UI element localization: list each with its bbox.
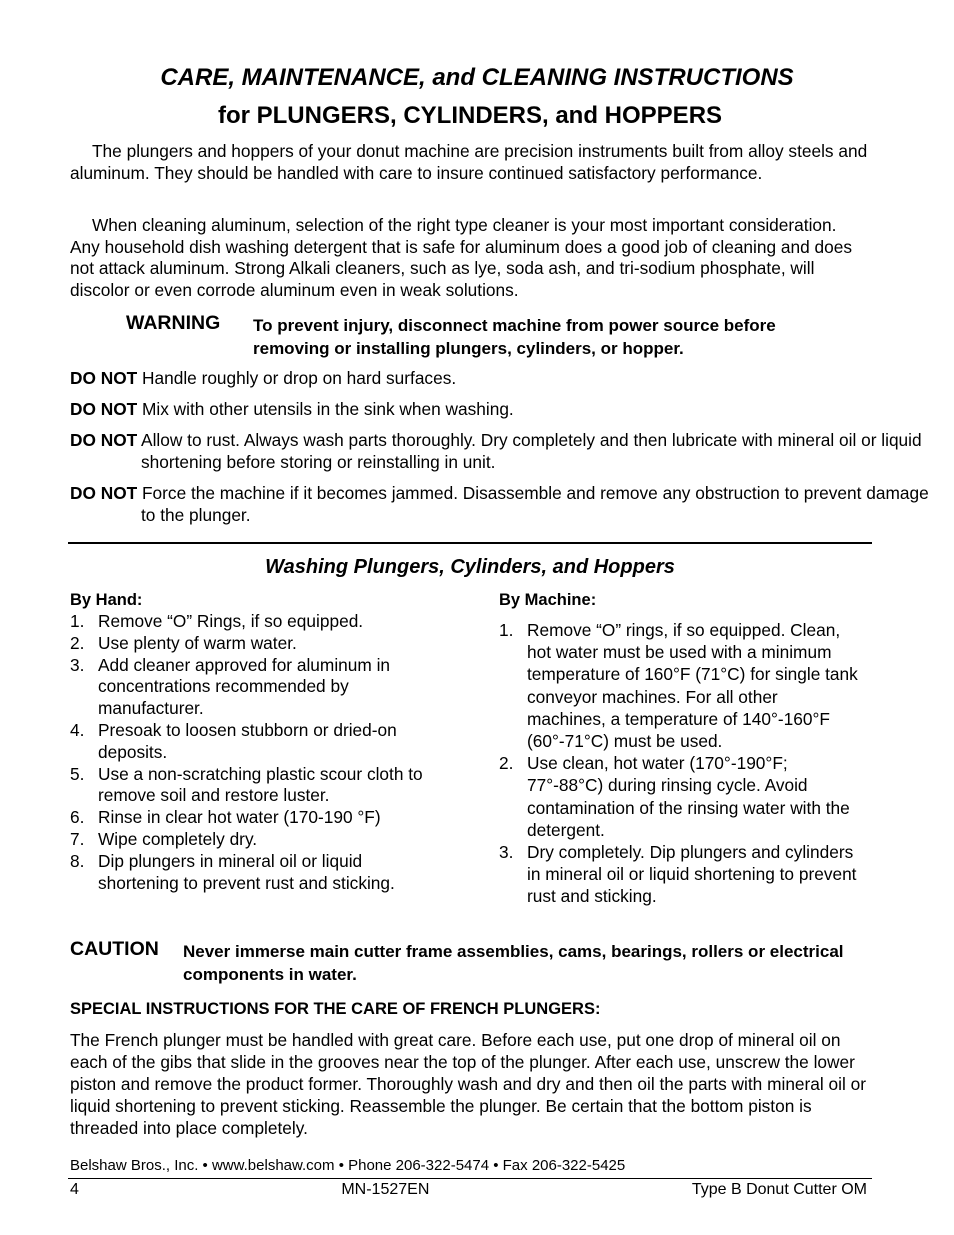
caution-text: Never immerse main cutter frame assemblies, cams, bearings, rollers or electrical components in water. (183, 942, 844, 984)
warning-text: To prevent injury, disconnect machine from power source before removing or installing plungers, cylinders, or hopper. (253, 316, 776, 358)
page-number: 4 (70, 1181, 79, 1198)
list-number: 4. (70, 719, 85, 740)
list-number: 6. (70, 807, 85, 828)
section-divider (68, 542, 872, 544)
doc-number: MN-1527EN (341, 1181, 430, 1198)
list-text: Dip plungers in mineral oil or liquid shortening to prevent rust and sticking. (98, 850, 395, 893)
list-number: 1. (70, 611, 85, 631)
list-item (499, 841, 861, 908)
list-number: 2. (499, 753, 514, 774)
intro-paragraph-2: When cleaning aluminum, selection of the right type cleaner is your most important consideration. Any household dish washing detergent that is safe for aluminum does a good job of cleaning and does not attack aluminum. Strong Alkali cleaners, such as lye, soda ash, and tri-sodium phosphate, will discolor or even corrode aluminum even in weak solutions. (70, 215, 853, 301)
list-number: 3. (499, 842, 514, 863)
by-hand-list (70, 611, 440, 894)
list-item (70, 851, 440, 895)
french-plunger-paragraph: The French plunger must be handled with great care. Before each use, put one drop of mineral oil on each of the gibs that slide in the grooves near the top of the plunger. After each use, unscrew the lower piston and remove the product former. Thoroughly wash and dry and then oil the parts with mineral oil or liquid shortening to prevent sticking. Reassemble the plunger. Be certain that the bottom piston is threaded into place completely. (70, 1030, 867, 1138)
list-text: Add cleaner approved for aluminum in concentrations recommended by manufacturer. (98, 654, 391, 719)
do-not-prefix: DO NOT (70, 430, 138, 450)
list-item (70, 807, 440, 829)
footer-bar (70, 1181, 867, 1199)
do-not-prefix: DO NOT (70, 483, 138, 503)
by-machine-list (499, 619, 861, 908)
list-item (499, 619, 861, 752)
list-text: Presoak to loosen stubborn or dried-on deposits. (98, 719, 397, 762)
list-text: Remove “O” Rings, if so equipped. (98, 611, 364, 631)
list-text: Remove “O” rings, if so equipped. Clean, hot water must be used with a minimum temperature of 160°F (71°C) for single tank conveyor machines. For all other machines, a temperature of 140°-160°F (60°-71°C) must be used. (527, 620, 858, 752)
list-number: 3. (70, 654, 85, 675)
list-text: Use clean, hot water (170°-190°F; 77°-88°C) during rinsing cycle. Avoid contamination of the rinsing water with the detergent. (527, 753, 850, 840)
by-machine-section (499, 591, 861, 908)
by-hand-heading: By Hand: (70, 591, 143, 609)
do-not-text: Handle roughly or drop on hard surfaces. (137, 368, 457, 388)
footer-divider (68, 1178, 872, 1179)
list-item (70, 720, 440, 764)
caution-label: CAUTION (70, 938, 159, 960)
intro-paragraph-1: The plungers and hoppers of your donut machine are precision instruments built from alloy steels and aluminum. They should be handled with care to insure continued satisfactory performance. (70, 141, 868, 183)
list-number: 1. (499, 620, 514, 640)
do-not-item (70, 399, 941, 421)
do-not-item (70, 368, 941, 390)
do-not-text: Force the machine if it becomes jammed. Disassemble and remove any obstruction to prevent damage to the plunger. (137, 483, 929, 525)
do-not-prefix: DO NOT (70, 399, 138, 419)
list-text: Rinse in clear hot water (170-190 °F) (98, 807, 381, 828)
list-item (70, 764, 440, 808)
warning-label: WARNING (126, 312, 221, 334)
list-item (70, 611, 440, 633)
page-title: CARE, MAINTENANCE, and CLEANING INSTRUCTIONS (160, 64, 794, 91)
special-instructions-heading: SPECIAL INSTRUCTIONS FOR THE CARE OF FRENCH PLUNGERS: (70, 1000, 601, 1018)
do-not-item (70, 483, 941, 526)
list-number: 8. (70, 850, 85, 871)
washing-heading: Washing Plungers, Cylinders, and Hoppers (265, 556, 675, 578)
by-machine-heading: By Machine: (499, 591, 597, 609)
by-hand-section (70, 591, 440, 894)
footer-contact: Belshaw Bros., Inc. • www.belshaw.com • Phone 206-322-5474 • Fax 206-322-5425 (70, 1157, 626, 1174)
list-item (499, 752, 861, 841)
do-not-prefix: DO NOT (70, 368, 138, 388)
list-text: Use plenty of warm water. (98, 632, 297, 653)
do-not-text: Allow to rust. Always wash parts thoroughly. Dry completely and then lubricate with mineral oil or liquid shortening before storing or reinstalling in unit. (137, 430, 922, 472)
list-item (70, 655, 440, 720)
list-text: Dry completely. Dip plungers and cylinders in mineral oil or liquid shortening to prevent rust and sticking. (527, 842, 857, 907)
list-text: Wipe completely dry. (98, 828, 258, 849)
list-number: 7. (70, 828, 85, 849)
list-item (70, 633, 440, 655)
list-number: 5. (70, 763, 85, 784)
page-subtitle: for PLUNGERS, CYLINDERS, and HOPPERS (217, 102, 723, 129)
doc-title: Type B Donut Cutter OM (691, 1181, 867, 1198)
do-not-text: Mix with other utensils in the sink when washing. (137, 399, 514, 419)
list-number: 2. (70, 632, 85, 653)
list-item (70, 829, 440, 851)
do-not-item (70, 430, 941, 473)
list-text: Use a non-scratching plastic scour cloth to remove soil and restore luster. (98, 763, 423, 806)
